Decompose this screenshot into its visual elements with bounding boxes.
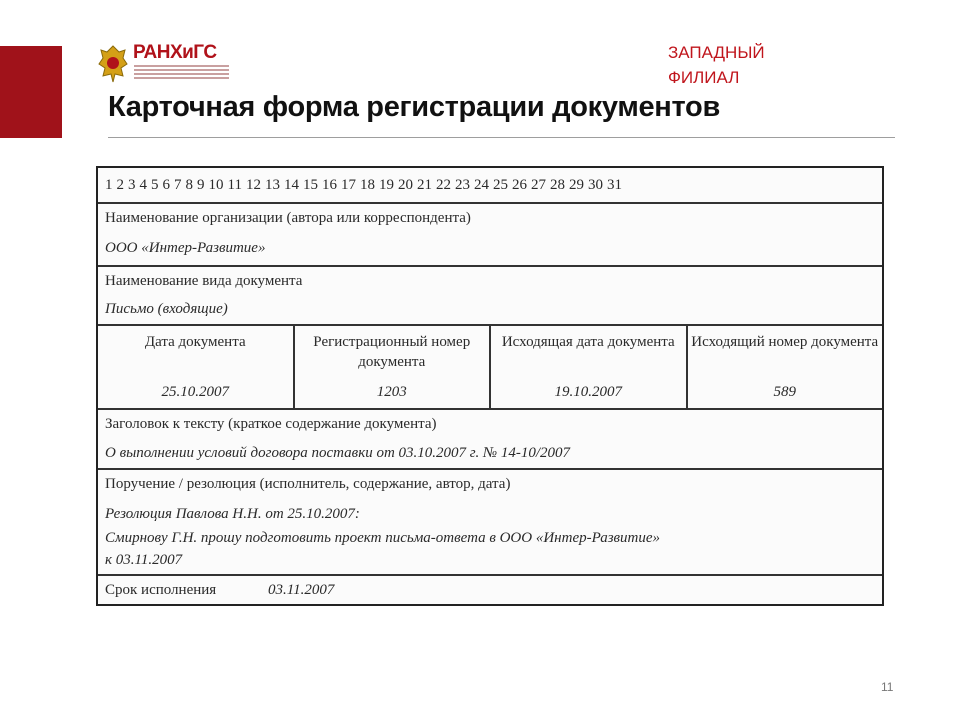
- day-31: 31: [606, 177, 622, 193]
- heading-label: Заголовок к тексту (краткое содержание документа): [105, 416, 437, 432]
- columns-row: [98, 326, 882, 410]
- branch-label: [668, 40, 765, 90]
- org-label: Наименование организации (автора или корреспондента): [105, 210, 471, 226]
- day-1: 1: [105, 177, 113, 193]
- day-5: 5: [151, 177, 159, 193]
- day-18: 18: [359, 177, 375, 193]
- col-out-number-value: 589: [773, 384, 796, 400]
- day-11: 11: [227, 177, 242, 193]
- days-list: [105, 177, 626, 194]
- ranepa-logo: [97, 42, 227, 92]
- page-number: 11: [881, 680, 894, 694]
- logo-text: РАНХиГС: [133, 42, 217, 63]
- day-10: 10: [208, 177, 224, 193]
- day-3: 3: [128, 177, 136, 193]
- day-21: 21: [416, 177, 432, 193]
- resolution-row: [98, 470, 882, 576]
- emblem-icon: [97, 44, 129, 84]
- day-15: 15: [302, 177, 318, 193]
- deadline-label: Срок исполнения: [105, 582, 217, 598]
- page-title: Карточная форма регистрации документов: [108, 91, 720, 123]
- day-13: 13: [264, 177, 280, 193]
- day-23: 23: [454, 177, 470, 193]
- day-2: 2: [116, 177, 124, 193]
- heading-row: [98, 410, 882, 470]
- day-4: 4: [139, 177, 147, 193]
- day-30: 30: [587, 177, 603, 193]
- day-7: 7: [174, 177, 182, 193]
- deadline-value: 03.11.2007: [268, 582, 335, 598]
- day-28: 28: [549, 177, 565, 193]
- org-row: [98, 204, 882, 267]
- col-doc-date-label: Дата документа: [144, 334, 246, 350]
- resolution-line-1: Резолюция Павлова Н.Н. от 25.10.2007:: [105, 506, 360, 522]
- deadline-row: [98, 576, 882, 606]
- day-6: 6: [162, 177, 170, 193]
- col-reg-number: [295, 326, 492, 408]
- day-20: 20: [397, 177, 413, 193]
- title-divider: [108, 137, 895, 138]
- day-17: 17: [340, 177, 356, 193]
- day-29: 29: [568, 177, 584, 193]
- day-25: 25: [492, 177, 508, 193]
- col-doc-date: [98, 326, 295, 408]
- org-value: ООО «Интер-Развитие»: [105, 240, 266, 256]
- registration-card: [96, 166, 884, 606]
- day-22: 22: [435, 177, 451, 193]
- heading-value: О выполнении условий договора поставки от 03.10.2007 г. № 14-10/2007: [105, 445, 571, 461]
- col-out-date-label: Исходящая дата документа: [501, 334, 675, 350]
- resolution-line-2: Смирнову Г.Н. прошу подготовить проект письма-ответа в ООО «Интер-Развитие»: [105, 530, 661, 546]
- logo-subtitle-lines: [134, 65, 229, 83]
- doc-type-row: [98, 267, 882, 326]
- day-24: 24: [473, 177, 489, 193]
- day-12: 12: [245, 177, 261, 193]
- doc-type-value: Письмо (входящие): [105, 301, 228, 317]
- col-doc-date-value: 25.10.2007: [161, 384, 229, 400]
- col-out-number-label: Исходящий номер документа: [691, 334, 879, 350]
- col-reg-number-label: Регистрационный номер документа: [313, 334, 471, 370]
- day-9: 9: [197, 177, 205, 193]
- col-out-date: [491, 326, 688, 408]
- day-16: 16: [321, 177, 337, 193]
- red-accent-bar: [0, 46, 62, 138]
- day-27: 27: [530, 177, 546, 193]
- day-8: 8: [185, 177, 193, 193]
- day-14: 14: [283, 177, 299, 193]
- col-out-date-value: 19.10.2007: [554, 384, 622, 400]
- doc-type-label: Наименование вида документа: [105, 273, 303, 289]
- resolution-line-3: к 03.11.2007: [105, 552, 183, 568]
- col-reg-number-value: 1203: [376, 384, 407, 400]
- days-row: [98, 168, 882, 204]
- day-19: 19: [378, 177, 394, 193]
- branch-line-2: ФИЛИАЛ: [668, 68, 740, 87]
- col-out-number: [688, 326, 883, 408]
- resolution-label: Поручение / резолюция (исполнитель, содержание, автор, дата): [105, 476, 511, 492]
- day-26: 26: [511, 177, 527, 193]
- branch-line-1: ЗАПАДНЫЙ: [668, 43, 765, 62]
